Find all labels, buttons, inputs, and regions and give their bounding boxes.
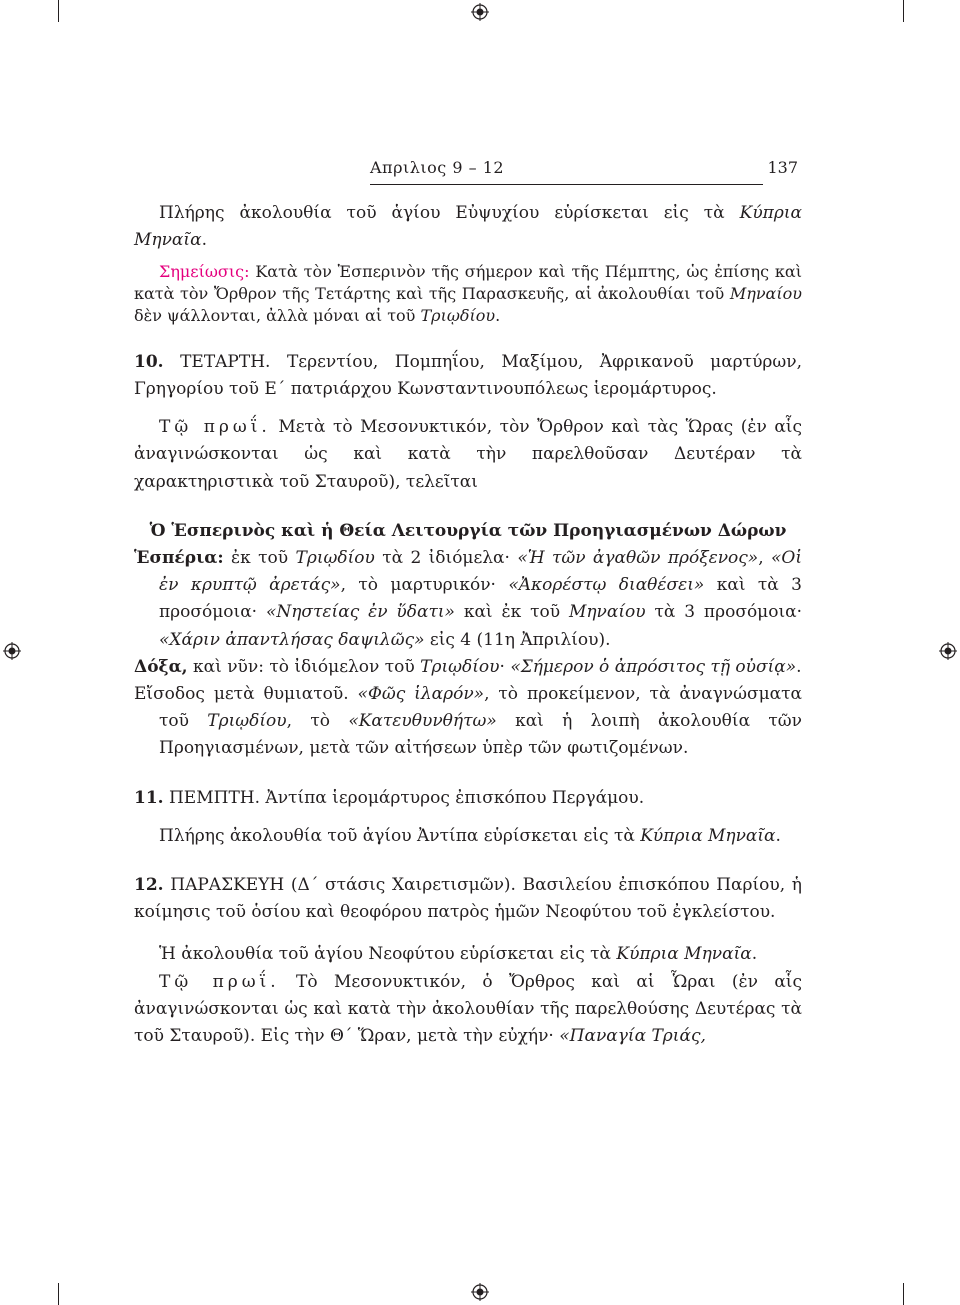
note-label: Σημείωσις: xyxy=(159,262,250,282)
morning-10-paragraph: Τῷ πρωΐ. Μετὰ τὸ Μεσονυκτικόν, τὸν Ὄρθρον καὶ τὰς Ὥρας (ἐν αἷς ἀναγινώσκονται ὡς καὶ κατὰ τὴν παρελθοῦσαν Δευτέραν τὰ χαρακτηριστικὰ τοῦ Σταυροῦ), τελεῖται xyxy=(134,417,802,492)
day-name: ΠΑΡΑΣΚΕΥΗ xyxy=(163,875,285,896)
entrance-paragraph: Εἴσοδος μετὰ θυμιατοῦ. «Φῶς ἱλαρόν», τὸ προκείμενον, τὰ ἀναγνώσματα τοῦ Τριῳδίου, τὸ «Κατευθυνθήτω» καὶ ἡ λοιπὴ ἀκολουθία τῶν Προηγιασμένων, μετὰ τῶν αἰτήσεων ὑπὲρ τῶν φωτιζομένων. xyxy=(134,684,803,759)
page-number: 137 xyxy=(767,158,798,177)
paragraph-euphychios: Πλήρης ἀκολουθία τοῦ ἁγίου Εὐψυχίου εὑρίσκεται εἰς τὰ Κύπρια Μηναῖα. xyxy=(134,203,802,251)
registration-mark-icon xyxy=(471,1283,489,1301)
registration-mark-icon xyxy=(471,3,489,21)
doxa-paragraph: Δόξα, καὶ νῦν: τὸ ἰδιόμελον τοῦ Τριῳδίου· «Σήμερον ὁ ἀπρόσιτος τῇ οὐσίᾳ». xyxy=(134,656,802,677)
day-number: 11. xyxy=(134,787,164,808)
header-rule xyxy=(370,184,763,185)
header-title: Απριλιος 9 – 12 xyxy=(370,158,505,177)
crop-mark xyxy=(903,0,904,22)
paragraph-antipas: Πλήρης ἀκολουθία τοῦ ἁγίου Ἀντίπα εὑρίσκεται εἰς τὰ Κύπρια Μηναῖα. xyxy=(159,825,781,846)
note-paragraph: Σημείωσις: Κατὰ τὸν Ἑσπερινὸν τῆς σήμερον καὶ τῆς Πέμπτης, ὡς ἐπίσης καὶ κατὰ τὸν Ὄρθρον τῆς Τετάρτης καὶ τῆς Παρασκευῆς, αἱ ἀκολουθίαι τοῦ Μηναίου δὲν ψάλλονται, ἀλλὰ μόναι αἱ τοῦ Τριῳδίου. xyxy=(134,262,802,325)
day-name: ΤΕΤΑΡΤΗ. xyxy=(163,351,271,372)
day-12-entry: 12. ΠΑΡΑΣΚΕΥΗ (Δ΄ στάσις Χαιρετισμῶν). Βασιλείου ἐπισκόπου Παρίου, ἡ κοίμησις τοῦ ὁσίου καὶ θεοφόρου πατρὸς ἡμῶν Νεοφύτου τοῦ ἐγκλείστου. xyxy=(134,875,802,923)
crop-mark xyxy=(58,1283,59,1305)
morning-label: Τῷ πρωΐ. xyxy=(159,417,271,438)
section-heading: Ὁ Ἑσπερινὸς καὶ ἡ Θεία Λειτουργία τῶν Προηγιασμένων Δώρων xyxy=(149,520,787,541)
day-number: 10. xyxy=(134,351,164,372)
paragraph-neophytos: Ἡ ἀκολουθία τοῦ ἁγίου Νεοφύτου εὑρίσκεται εἰς τὰ Κύπρια Μηναῖα. xyxy=(159,944,758,965)
day-10-entry: 10. ΤΕΤΑΡΤΗ. Τερεντίου, Πομπηΐου, Μαξίμου, Ἀφρικανοῦ μαρτύρων, Γρηγορίου τοῦ Ε΄ πατριάρχου Κωνσταντινουπόλεως ἱερομάρτυρος. xyxy=(134,351,803,399)
crop-mark xyxy=(58,0,59,22)
vespers-paragraph: Ἑσπέρια: ἐκ τοῦ Τριῳδίου τὰ 2 ἰδιόμελα· «Ἡ τῶν ἀγαθῶν πρόξενος», «Οἱ ἐν κρυπτῷ ἀρετάς», τὸ μαρτυρικόν· «Ἀκορέστῳ διαθέσει» καὶ τὰ 3 προσόμοια· «Νηστείας ἐν ὕδατι» καὶ ἐκ τοῦ Μηναίου τὰ 3 προσόμοια· «Χάριν ἀπαντλήσας δαψιλῶς» εἰς 4 (11η Ἀπριλίου). xyxy=(134,548,803,650)
crop-mark xyxy=(903,1283,904,1305)
registration-mark-icon xyxy=(3,642,21,660)
morning-12-paragraph: Τῷ πρωΐ. Τὸ Μεσονυκτικόν, ὁ Ὄρθρος καὶ αἱ Ὧραι (ἐν αἷς ἀναγινώσκονται ὡς καὶ κατὰ τὴν ἀκολουθίαν τῆς παρελθούσης Δευτέρας τὰ τοῦ Σταυροῦ). Εἰς τὴν Θ΄ Ὥραν, μετὰ τὴν εὐχήν· «Παναγία Τριάς, xyxy=(134,971,802,1047)
page-body xyxy=(134,200,802,1050)
morning-label: Τῷ πρωΐ. xyxy=(159,971,280,992)
day-11-entry: 11. ΠΕΜΠΤΗ. Ἀντίπα ἱερομάρτυρος ἐπισκόπου Περγάμου. xyxy=(134,787,645,808)
day-name: ΠΕΜΠΤΗ. xyxy=(163,787,261,808)
registration-mark-icon xyxy=(939,642,957,660)
day-number: 12. xyxy=(134,875,164,896)
running-header xyxy=(370,158,800,182)
